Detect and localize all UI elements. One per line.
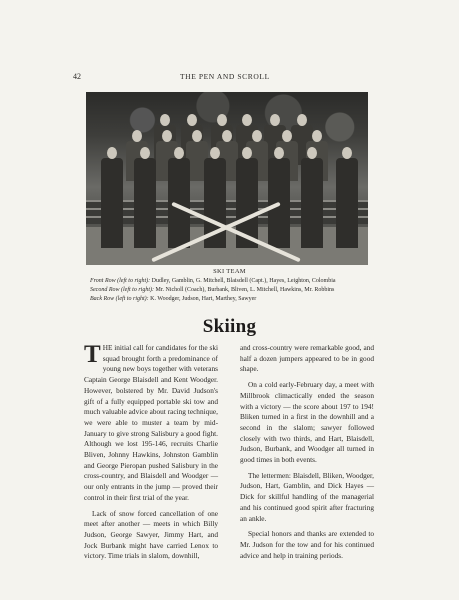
drop-cap: T: [84, 341, 101, 368]
person-head: [242, 147, 252, 159]
person-head: [282, 130, 292, 142]
article-paragraph: On a cold early-February day, a meet with Millbrook climactically ended the season with a victory — the score about 197 to 194! Bliken turned in a first in the downhill and a second in the slalom; sawyer followed closely with two thirds, and Hart, Blaisdell, Judson, Burbank, and Woodger all turned in good times in both events.: [240, 380, 374, 465]
photo-ground: [86, 227, 368, 265]
page-number: 42: [73, 72, 81, 81]
person-body: [336, 158, 358, 248]
caption-row-label: Back Row (left to right):: [90, 296, 149, 302]
article-paragraph: The lettermen: Blaisdell, Bliken, Woodger, Judson, Hart, Gamblin, and Dick Hayes — Dick for skillful handling of the managerial and his continued good spirit after fracturing an ankle.: [240, 470, 374, 523]
caption-row-label: Second Row (left to right):: [90, 287, 154, 293]
article-heading: Skiing: [202, 316, 257, 337]
person-body: [134, 158, 156, 248]
article-paragraph: Lack of snow forced cancellation of one meet after another — meets in which Billy Judson, George Sawyer, Jimmy Hart, and Jock Burbank might have carried Lenox to victory. Time trials in slalom, downhill,: [84, 508, 218, 561]
person-head: [342, 147, 352, 159]
person-head: [192, 130, 202, 142]
caption-second-row: [90, 287, 334, 293]
person-head: [187, 114, 197, 126]
person-head: [307, 147, 317, 159]
person-head: [132, 130, 142, 142]
person-head: [312, 130, 322, 142]
person-head: [274, 147, 284, 159]
article-column-right: [240, 343, 374, 566]
caption-front-row: [90, 278, 336, 284]
person-body: [101, 158, 123, 248]
caption-row-names: K. Woodger, Judson, Hart, Marthey, Sawyer: [150, 296, 257, 302]
person-head: [162, 130, 172, 142]
article-column-left: [84, 343, 218, 567]
article-paragraph: and cross-country were remarkable good, and half a dozen jumpers appeared to be in good shape.: [240, 343, 374, 374]
person-head: [222, 130, 232, 142]
caption-row-label: Front Row (left to right):: [90, 278, 151, 284]
running-title: THE PEN AND SCROLL: [180, 72, 270, 81]
person-head: [217, 114, 227, 126]
person-head: [140, 147, 150, 159]
photo-bleachers: [86, 200, 368, 224]
caption-row-names: Dudley, Gamblin, G. Mitchell, Blaisdell (Capt.), Hayes, Leighton, Colombia: [151, 278, 336, 284]
person-body: [301, 158, 323, 248]
caption-row-names: Mr. Nicholl (Coach), Burbank, Bliven, L. Mitchell, Hawkins, Mr. Robbins: [155, 287, 335, 293]
person-head: [210, 147, 220, 159]
paragraph-text: HE initial call for candidates for the ski squad brought forth a predominance of young new boys together with veterans Captain George Blaisdell and Kent Woodger. However, bolstered by Mr. David Judson's gift of a fully equipped portable ski tow and much valuable advice about racing technique, we were able to muster a team by mid-January to give strong Salisbury a good fight. Although we lost 195-146, recruits Charlie Bliven, Johnny Hawkins, Johnston Gamblin and George Pieropan pushed Salisbury in the cross-country, and Blaisdell and Woodger — our only entrants in the jump — proved their control in their first trial of the year.: [84, 343, 218, 502]
person-head: [270, 114, 280, 126]
person-head: [242, 114, 252, 126]
article-paragraph: [84, 343, 218, 504]
person-head: [252, 130, 262, 142]
person-head: [160, 114, 170, 126]
person-head: [174, 147, 184, 159]
person-head: [107, 147, 117, 159]
caption-back-row: [90, 296, 256, 302]
person-head: [297, 114, 307, 126]
team-photo: [86, 92, 368, 265]
photo-caption-title: SKI TEAM: [213, 268, 246, 275]
article-paragraph: Special honors and thanks are extended to Mr. Judson for the tow and for his continued advice and help in training periods.: [240, 529, 374, 560]
